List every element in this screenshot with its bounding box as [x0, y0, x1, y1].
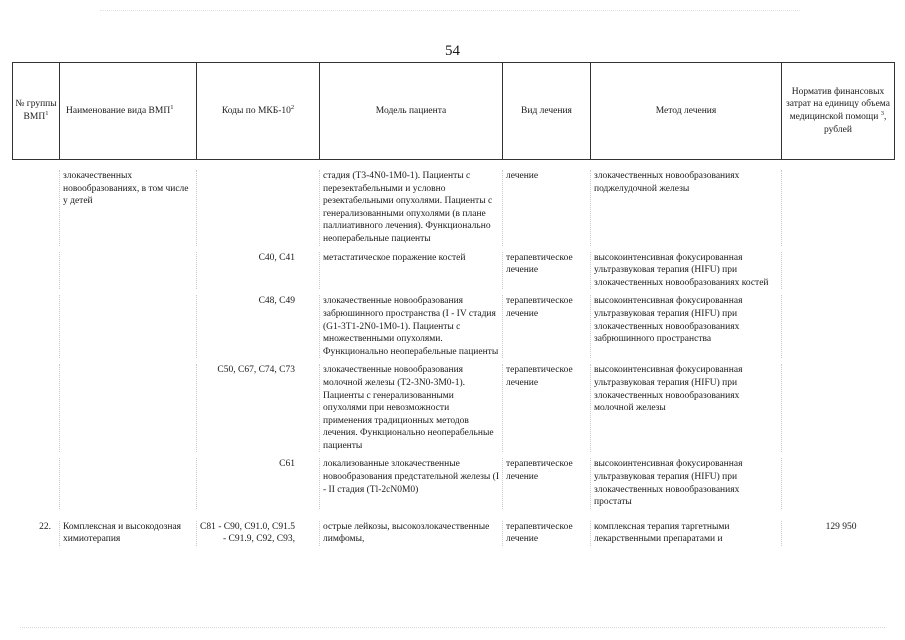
header-vmp-name: Наименование вида ВМП$^1$: [60, 63, 197, 160]
cell-norm: [782, 458, 895, 508]
cell-group: [13, 458, 60, 508]
cell-norm: [782, 252, 895, 290]
cell-method: высокоинтенсивная фокусированная ультразвуковая терапия (HIFU) при злокачественных новообразованиях молочной железы: [591, 364, 782, 452]
cell-model: злокачественные новообразования молочной железы (T2-3N0-3M0-1). Пациенты с генерализованными опухолями при невозможности применения традиционных методов лечения. Функционально неоперабельные пациенты: [320, 364, 503, 452]
cell-name: [60, 364, 197, 452]
header-group-no: № группы ВМП$^1$: [13, 63, 60, 160]
table-row: [13, 170, 895, 246]
cell-method: высокоинтенсивная фокусированная ультразвуковая терапия (HIFU) при злокачественных новообразованиях забрюшинного пространства: [591, 295, 782, 358]
header-icd-codes: Коды по МКБ-$10^2$: [197, 63, 320, 160]
cell-codes: C50, C67, C74, C73: [197, 364, 320, 452]
page-number: 54: [445, 43, 460, 59]
cell-type: лечение: [503, 170, 591, 246]
scan-edge-top: [100, 10, 800, 12]
cell-codes: C81 - C90, C91.0, C91.5 - C91.9, C92, C93,: [197, 521, 320, 546]
cell-type: терапевтическое лечение: [503, 252, 591, 290]
cell-name: [60, 252, 197, 290]
table-row: [13, 458, 895, 508]
header-treatment-method: Метод лечения: [591, 63, 782, 160]
cell-norm: [782, 364, 895, 452]
cell-model: локализованные злокачественные новообразования предстательной железы (I - II стадия (Tl-2cN0M0): [320, 458, 503, 508]
cell-model: стадия (T3-4N0-1M0-1). Пациенты с перезектабельными и условно резектабельными опухолями. Пациенты с генерализованными опухолями (в плане паллиативного лечения). Функционально неоперабельные пациенты: [320, 170, 503, 246]
cell-norm: 129 950: [782, 521, 895, 546]
header-norm: Норматив финансовых затрат на единицу объема медицинской помощи $^3$, рублей: [782, 63, 895, 160]
cell-codes: C40, C41: [197, 252, 320, 290]
cell-name: Комплексная и высокодозная химиотерапия: [60, 521, 197, 546]
scan-edge-bottom: [20, 627, 885, 629]
header-patient-model: Модель пациента: [320, 63, 503, 160]
cell-type: терапевтическое лечение: [503, 295, 591, 358]
cell-norm: [782, 295, 895, 358]
cell-method: высокоинтенсивная фокусированная ультразвуковая терапия (HIFU) при злокачественных новообразованиях костей: [591, 252, 782, 290]
cell-group: [13, 170, 60, 246]
cell-method: злокачественных новообразованиях поджелудочной железы: [591, 170, 782, 246]
cell-codes: C48, C49: [197, 295, 320, 358]
cell-model: острые лейкозы, высокозлокачественные лимфомы,: [320, 521, 503, 546]
cell-name: [60, 458, 197, 508]
cell-codes: [197, 170, 320, 246]
cell-model: злокачественные новообразования забрюшинного пространства (I - IV стадия (G1-3T1-2N0-1M0-1). Пациенты с множественными опухолями. Функционально неоперабельные пациенты: [320, 295, 503, 358]
cell-type: терапевтическое лечение: [503, 521, 591, 546]
cell-group: [13, 364, 60, 452]
vmp-table: [12, 62, 895, 546]
table-row: [13, 364, 895, 452]
cell-type: терапевтическое лечение: [503, 364, 591, 452]
cell-name: злокачественных новообразованиях, в том числе у детей: [60, 170, 197, 246]
table-row: [13, 295, 895, 358]
header-row: [13, 63, 895, 160]
cell-group: [13, 252, 60, 290]
cell-group: [13, 295, 60, 358]
cell-codes: C61: [197, 458, 320, 508]
cell-method: комплексная терапия таргетными лекарственными препаратами и: [591, 521, 782, 546]
cell-method: высокоинтенсивная фокусированная ультразвуковая терапия (HIFU) при злокачественных новообразованиях простаты: [591, 458, 782, 508]
cell-name: [60, 295, 197, 358]
header-treatment-type: Вид лечения: [503, 63, 591, 160]
table-row: [13, 252, 895, 290]
cell-norm: [782, 170, 895, 246]
table-row: [13, 521, 895, 546]
cell-type: терапевтическое лечение: [503, 458, 591, 508]
cell-model: метастатическое поражение костей: [320, 252, 503, 290]
cell-group: 22.: [39, 521, 51, 532]
